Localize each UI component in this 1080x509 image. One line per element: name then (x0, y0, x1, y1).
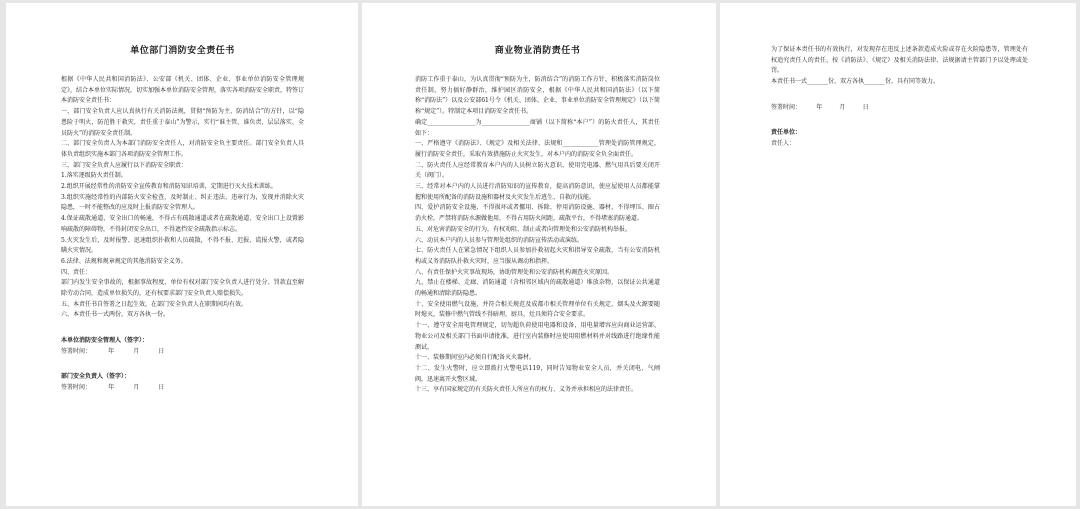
paragraph: 1.落实逐级防火责任制。 (61, 172, 127, 180)
document-title: 单位部门消防安全责任书 (130, 46, 235, 56)
responsible-unit-label: 责任单位： (771, 128, 802, 136)
paragraph: 确定________________为________________商铺（以下简称“本户”）的防火责任人，其责任如下： (415, 118, 660, 137)
paragraph: 三、经常对本户内的人员进行消防知识的宣传教育，提高消防意识，使应屋使用人员都能掌握和使用所配备的消防设施和器材及火灾发生后逃生、自救的技能。 (415, 183, 660, 201)
paragraph: 根据《中华人民共和国消防法》、公安部《机关、团体、企业、事业单位消防安全管理规定》，结合本单位实际情况，切实加强本单位消防安全管理，落实各项消防安全职责，特签订本消防安全责任书： (61, 76, 305, 105)
signer-department-label: 部门安全负责人（签字）： (61, 373, 131, 381)
document-body (61, 75, 304, 321)
paragraph: 五、本责任书自签署之日起生效，在部门安全负责人在职期间均有效。 (61, 300, 248, 308)
paragraph: 二、防火责任人应经常教育本户内的人员树立防火意识，使用完电器、燃气用具后要关闭开关（阀门）。 (415, 161, 660, 180)
paragraph: 十三、享有国家规定的有关防火责任人所应有的权力、义务并承担相应的法律责任。 (415, 386, 638, 394)
document-page-continuation (720, 3, 1076, 506)
paragraph: 部门内发生安全事故的，根据事故程度，单位有权对部门安全负责人进行处分、罚款直至解除劳动合同，造成单位损失的，还有权要求部门安全负责人赔偿损失。 (61, 279, 304, 298)
paragraph: 一、严格遵守《消防法》、《规定》及相关法律、法规和____________管理处消防管理规定，履行消防安全责任，采取有效措施防止火灾发生，对本户内的消防安全负全面责任。 (415, 140, 660, 158)
paragraph: 六、动员本户内的人员参与管理处组织的消防宣传活动或演练。 (415, 236, 584, 244)
paragraph: 十一、遵守安全用电管理规定，切勿超负荷使用电器和设备，用电量增容应向商业运营部、物业公司及相关部门书面申请批准，进行室内装修时应使用阻燃材料并对线路进行绝缘性能测试。 (415, 322, 660, 351)
paragraph: 七、防火责任人在紧急情况下组织人员参加扑救初起火灾和指导安全疏散，当有公安消防机构或义务消防队扑救火灾时，应当服从调动和指挥。 (415, 247, 660, 265)
signer-manager-date: 签署时间： 年 月 日 (61, 348, 165, 356)
paragraph: 消防工作重于泰山，为认真贯彻“预防为主，防消结合”的消防工作方针，积极落实消防岗位责任制，努力搞好静群治，维护园区消防安全，根据《中华人民共和国消防法》（以下简称“消防法”）以及公安部61号令《机关、团体、企业、事业单位消防安全管理规定》（以下简称“规定”）。特制定本项目消防安全责任书。 (415, 76, 660, 116)
document-page-commercial-property-fire (362, 3, 716, 506)
paragraph: 6.法律、法规和规章规定的其他消防安全义务。 (61, 257, 187, 265)
signer-manager-label: 本单位消防安全管理人（签字）： (61, 337, 149, 345)
paragraph: 3.组织实施经常性的内部防火安全检查，及时制止、纠正违法、违章行为，发现并消除火灾隐患，一时不能整改的应及时上报消防安全管理人。 (61, 193, 304, 212)
document-body (415, 75, 660, 396)
paragraph: 本责任书一式_______份，双方各执_______份，具有同等效力。 (771, 78, 940, 86)
paragraph: 4.保证疏散通道、安全出口的畅通，不得占有疏散通道或者在疏散通道、安全出口上设置影响疏散的障碍物，不得封闭安全出口，不得遮挡安全疏散指示标志。 (61, 215, 304, 233)
document-title: 商业物业消防责任书 (494, 46, 581, 56)
paragraph: 5.火灾发生后，及时报警、迅速组织扑救和人员疏散，不得不报、迟报、谎报火警，或者隐瞒火灾情况。 (61, 236, 304, 255)
sign-date: 签署时间： 年 月 日 (771, 103, 869, 111)
paragraph: 2.组织开展经常性的消防安全宣传教育和消防知识培训，定期进行灭火技术训练。 (61, 183, 277, 191)
paragraph: 四、责任： (61, 268, 92, 276)
paragraph: 为了保证本责任书的有效执行，对发现存在违反上述条款造成火险或存在火险隐患等，管理处有权追究责任人的责任，按《消防法》、《规定》及相关消防法律、法规据请主管部门予以处理或处罚。 (771, 46, 1028, 75)
paragraph: 三、部门安全负责人应履行以下消防安全职责： (61, 161, 188, 169)
paragraph: 八、有责任保护火灾事故现场，协助管理处和公安消防机构调查火灾原因。 (415, 268, 614, 276)
paragraph: 九、禁止在楼梯、走廊、消防通道（含相邻区域内的疏散通道）堆放杂物，以保证公共通道的畅通和清除消防隐患。 (415, 279, 660, 298)
signer-department-date: 签署时间： 年 月 日 (61, 384, 165, 392)
paragraph: 五、对危害消防安全的行为，有权劝阻、制止或者向管理处和公安消防机构举报。 (415, 225, 632, 233)
paragraph: 六、本责任书一式两份，双方各执一份。 (61, 311, 170, 319)
document-page-unit-fire-safety (6, 3, 358, 506)
responsible-person-label: 责任人： (771, 139, 796, 147)
paragraph: 十、安全使用燃气设施，并符合相关规范及成都市相关管理单位有关规定，烟头及火源要随时熄灭，装修中燃气管线不得暗埋，厨具、灶具须符合安全要求。 (415, 300, 660, 319)
paragraph: 十一、装修期间室内必须自行配备灭火器材。 (415, 354, 536, 362)
paragraph: 十二、发生火警时，应立即拨打火警电话119，同时告知物业安全人员，并关闭电、气闸阀，迅速离开火警区域。 (415, 364, 660, 383)
paragraph: 四、爱护消防安全设施，不得损坏或者挪用、拆除、停用消防设施、器材，不得埋压、圈占消火栓，严禁将消防水源做他用，不得占用防火间距，疏散平台，不得堵塞消防通道。 (415, 204, 660, 223)
document-body (771, 45, 1028, 88)
paragraph: 一、部门安全负责人应认真执行有关消防法规，贯彻“预防为主、防消结合”的方针，以“隐患险于明火，防范胜于救灾，责任重于泰山”为警示，实行“谁主管、谁负责，层层落实、全员防火”的消防安全责任制。 (61, 108, 304, 137)
paragraph: 二、部门安全负责人为本部门消防安全责任人，对消防安全负主要责任。部门安全负责人具体负责组织实施本部门各项消防安全管理工作。 (61, 140, 304, 158)
